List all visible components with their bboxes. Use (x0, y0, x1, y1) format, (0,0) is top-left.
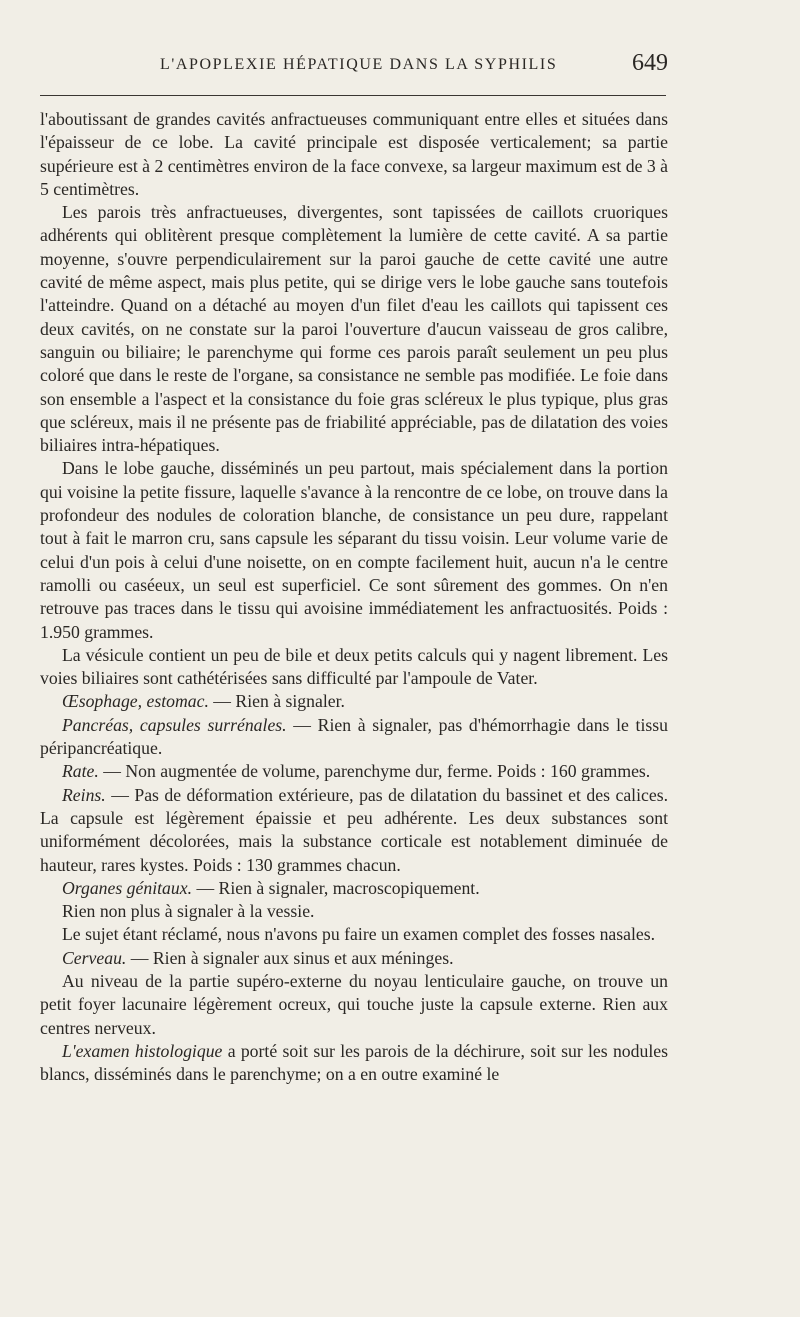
header-rule (40, 95, 666, 96)
paragraph-text: Au niveau de la partie supéro-externe du noyau lenticulaire gauche, on trouve un petit foyer lacunaire légèrement ocreux, qui touche juste la capsule externe. Rien aux centres nerveux. (40, 970, 668, 1038)
paragraph-lead: Œsophage, estomac. (62, 691, 209, 712)
paragraph-lead: Cerveau. (62, 947, 127, 968)
paragraph-reins (40, 784, 668, 877)
paragraph-lead: Reins. (62, 784, 106, 805)
paragraph-text: l'aboutissant de grandes cavités anfractueuses communiquant entre elles et situées dans l'épaisseur de ce lobe. La cavité principale est disposée verticalement; sa partie supérieure est à 2 centimètres environ de la face convexe, sa largeur maximum est de 3 à 5 centimètres. (40, 109, 668, 199)
paragraph-text: — Rien à signaler aux sinus et aux méninges. (126, 947, 454, 968)
paragraph-text: Dans le lobe gauche, disséminés un peu partout, mais spécialement dans la portion qui voisine la petite fissure, laquelle s'avance à la rencontre de ce lobe, on trouve dans la profondeur des nodules de coloration blanche, de consistance un peu dure, rappelant tout à fait le marron cru, sans capsule les séparant du tissu voisin. Leur volume varie de celui d'un pois à celui d'une noisette, on en compte facilement huit, aucun n'a le centre ramolli ou caséeux, un seul est superficiel. Ce sont sûrement des gommes. On n'en retrouve pas traces dans le tissu qui avoisine immédiatement les anfractuosités. Poids : 1.950 grammes. (40, 458, 668, 642)
paragraph-oesophage (40, 690, 668, 713)
paragraph-rate (40, 760, 668, 783)
paragraph-vessie (40, 900, 668, 923)
paragraph-histologique (40, 1040, 668, 1087)
paragraph-text: Le sujet étant réclamé, nous n'avons pu faire un examen complet des fosses nasales. (62, 924, 656, 945)
paragraph-2 (40, 201, 668, 457)
paragraph-lead: Rate. (62, 761, 99, 782)
running-head (40, 50, 668, 82)
paragraph-text: Les parois très anfractueuses, divergentes, sont tapissées de caillots cruoriques adhérents qui oblitèrent presque complètement la lumière de cette cavité. A sa partie moyenne, s'ouvre perpendiculairement sur la paroi gauche de cette cavité une autre cavité de même aspect, mais plus petite, qui se dirige vers le lobe gauche sans toutefois l'atteindre. Quand on a détaché au moyen d'un filet d'eau les caillots qui tapissent ces deux cavités, on ne constate sur la paroi l'ouverture d'aucun vaisseau de gros calibre, sanguin ou biliaire; le parenchyme qui forme ces parois paraît seulement un peu plus coloré que dans le reste de l'organe, sa consistance ne semble pas modifiée. Le foie dans son ensemble a l'aspect et la consistance du foie gras scléreux le plus typique, plus gras que scléreux, mais il ne présente pas de friabilité appréciable, pas de dilatation des voies biliaires intra-hépatiques. (40, 202, 668, 456)
paragraph-lead: Organes génitaux. (62, 877, 193, 898)
paragraph-text: a porté soit sur les parois de la déchirure, soit sur les nodules blancs, disséminés dans le parenchyme; on a en outre examiné le (40, 1040, 668, 1085)
paragraph-text: — Rien à signaler, macroscopiquement. (192, 877, 480, 898)
paragraph-organes (40, 877, 668, 900)
paragraph-text: — Rien à signaler, pas d'hémorrhagie dans le tissu péripancréatique. (40, 714, 668, 759)
paragraph-text: La vésicule contient un peu de bile et deux petits calculs qui y nagent librement. Les voies biliaires sont cathétérisées sans difficulté par l'ampoule de Vater. (40, 644, 668, 689)
paragraph-4 (40, 644, 668, 691)
running-title: L'APOPLEXIE HÉPATIQUE DANS LA SYPHILIS (160, 56, 558, 73)
paragraph-text: — Rien à signaler. (208, 691, 345, 712)
page-number: 649 (632, 50, 668, 76)
body-text (40, 108, 668, 1086)
paragraph-cerveau (40, 947, 668, 970)
paragraph-lead: L'examen histologique (62, 1040, 223, 1061)
paragraph-noyau (40, 970, 668, 1040)
paragraph-text: — Non augmentée de volume, parenchyme dur, ferme. Poids : 160 grammes. (98, 761, 651, 782)
paragraph-text: — Pas de déformation extérieure, pas de dilatation du bassinet et des calices. La capsule est légèrement épaissie et peu adhérente. Les deux substances sont uniformément décolorées, mais la substance corticale est notablement diminuée de hauteur, rares kystes. Poids : 130 grammes chacun. (40, 784, 668, 875)
paragraph-3 (40, 457, 668, 643)
paragraph-lead: Pancréas, capsules surrénales. (62, 714, 287, 735)
paragraph-1 (40, 108, 668, 201)
paragraph-pancreas (40, 714, 668, 761)
paragraph-text: Rien non plus à signaler à la vessie. (62, 901, 315, 922)
paragraph-fosses (40, 923, 668, 946)
